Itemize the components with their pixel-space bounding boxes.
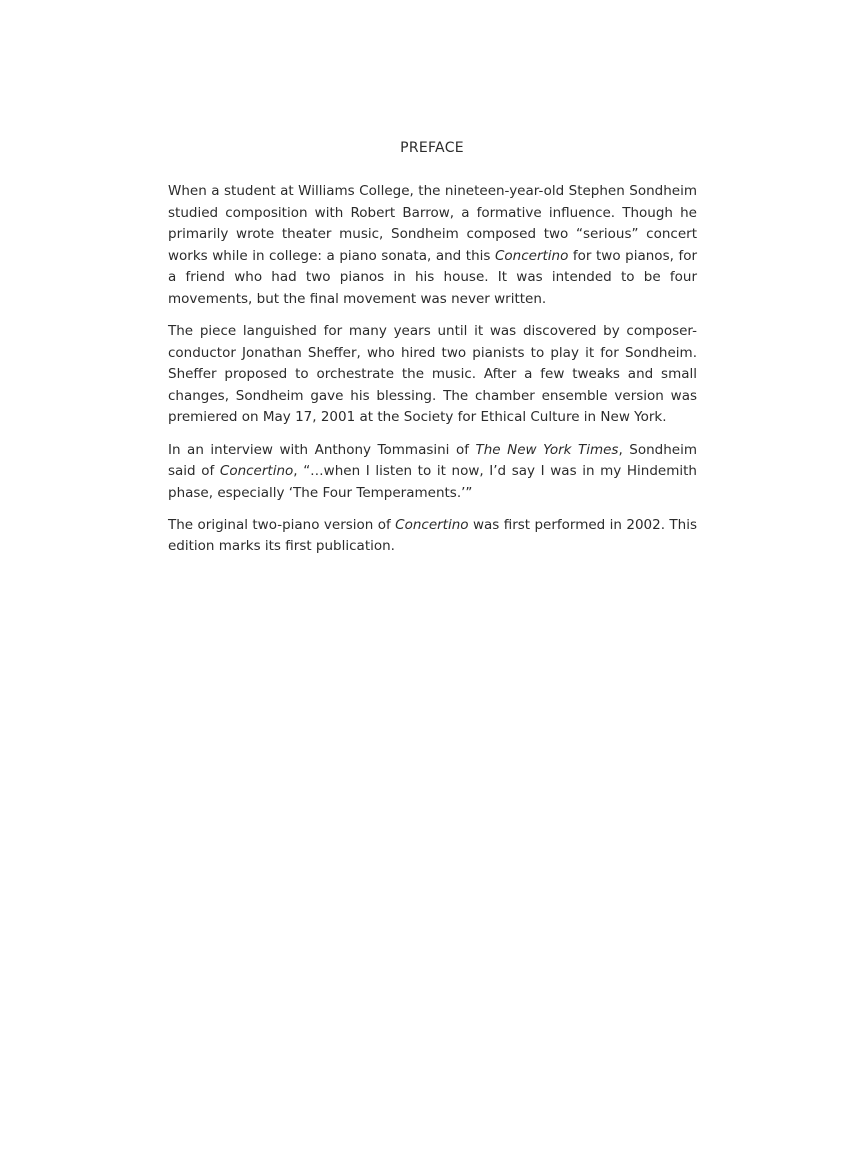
paragraph-text: The piece languished for many years until it was discovered by composer-conductor Jonathan Sheffer, who hired two pianists to play it for Sondheim. Sheffer proposed to orchestrate the music. After a few tweaks and small changes, Sondheim gave his blessing. The chamber ensemble version was premiered on May 17, 2001 at the Society for Ethical Culture in New York. (168, 323, 697, 426)
paragraph-2 (168, 321, 697, 429)
paragraph-text: was first performed in 2002. This edition marks its first publication. (168, 516, 697, 555)
paragraph-1 (168, 181, 697, 311)
italic-title: The New York Times (475, 441, 619, 458)
paragraph-text: for two pianos, for a friend who had two pianos in his house. It was intended to be four movements, but the final movement was never written. (168, 247, 698, 307)
paragraph-4 (168, 515, 697, 558)
paragraph-text: The original two-piano version of (168, 516, 396, 533)
italic-title: Concertino (494, 247, 569, 264)
italic-title: Concertino (219, 463, 294, 480)
page-title: PREFACE (400, 140, 464, 156)
paragraph-text: , Sondheim said of (168, 441, 697, 480)
preface-body (168, 181, 697, 569)
paragraph-text: When a student at Williams College, the nineteen-year-old Stephen Sondheim studied composition with Robert Barrow, a formative influence. Though he primarily wrote theater music, Sondheim composed two “serious” concert works while in college: a piano sonata, and this (168, 183, 697, 264)
italic-title: Concertino (395, 516, 469, 533)
paragraph-text: , “…when I listen to it now, I’d say I was in my Hindemith phase, especially ‘The Four Temperaments.’” (168, 463, 697, 501)
paragraph-text: In an interview with Anthony Tommasini of (168, 441, 476, 458)
paragraph-3 (168, 440, 697, 505)
